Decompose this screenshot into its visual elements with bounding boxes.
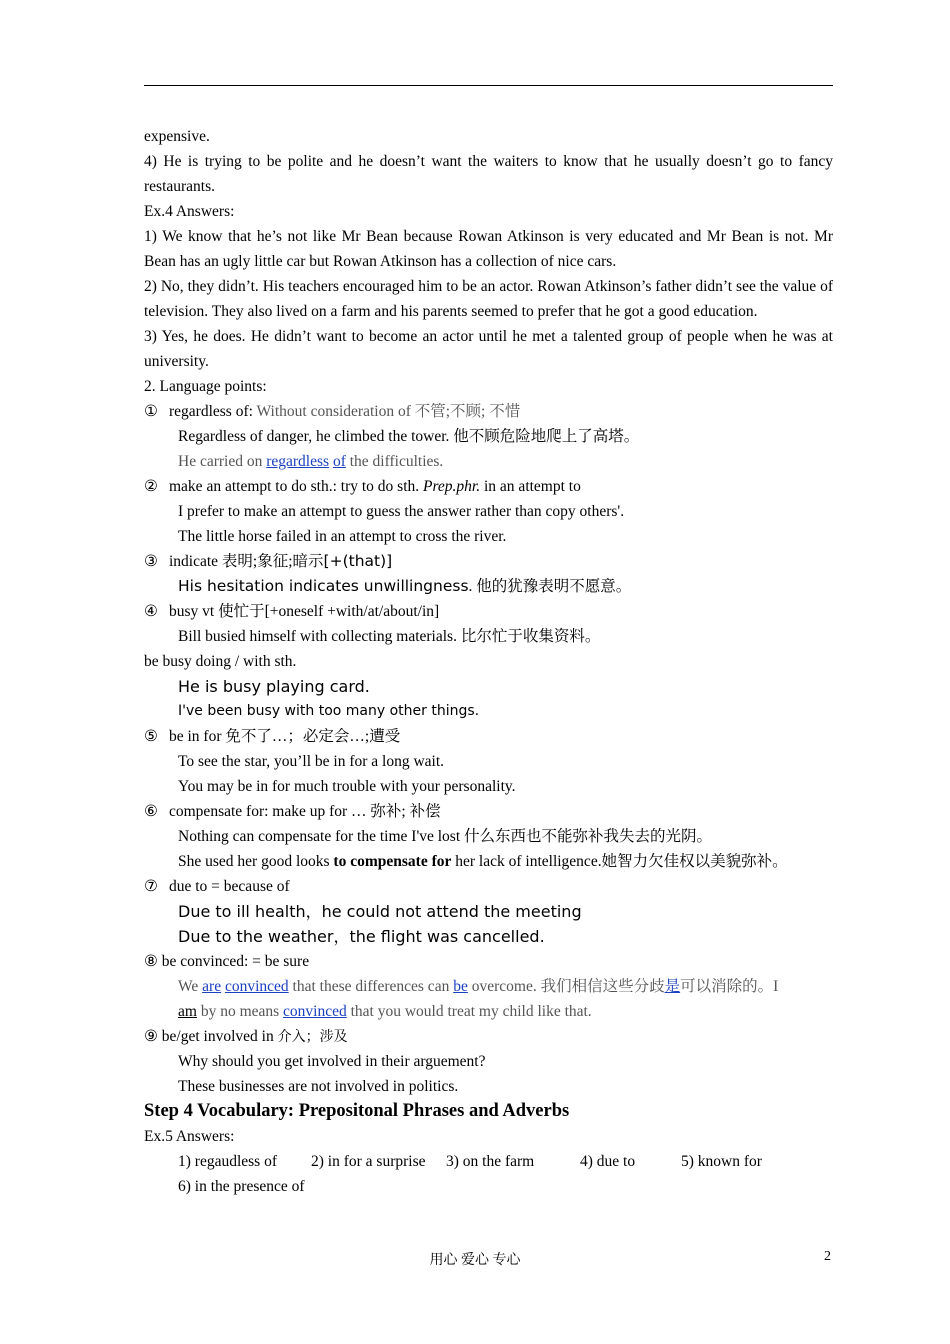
example-text: We xyxy=(178,978,203,995)
ex4-answer-2: 2) No, they didn’t. His teachers encouraged him to be an actor. Rowan Atkinson’s father didn’t see the value of television. They also lived on a farm and his parents seemed to prefer that he got a good education. xyxy=(144,278,833,320)
dictionary-link-shi[interactable]: 是 xyxy=(664,978,681,995)
point-term: be in for 免不了…；必定会…;遭受 xyxy=(169,728,401,745)
point-phrase: be busy doing / with sth. xyxy=(144,653,297,670)
point-number: ② xyxy=(144,478,158,495)
example-sentence xyxy=(144,449,833,474)
example-text: that you would treat my child like that. xyxy=(346,1003,592,1020)
step4-heading: Step 4 Vocabulary: Prepositonal Phrases and Adverbs xyxy=(144,1101,570,1121)
point-make-an-attempt xyxy=(144,474,833,499)
dictionary-link-convinced[interactable]: convinced xyxy=(224,978,289,995)
point-term: busy vt 使忙于[+oneself +with/at/about/in] xyxy=(169,603,440,620)
ex5-heading: Ex.5 Answers: xyxy=(144,1128,235,1145)
point-pattern: [+(that)] xyxy=(323,552,393,570)
dictionary-link-of[interactable]: of xyxy=(332,453,346,470)
dictionary-link-are[interactable]: are xyxy=(202,978,222,995)
point-number: ③ xyxy=(144,553,158,570)
point-term: due to = because of xyxy=(169,878,290,895)
ex5-answer: 4) due to xyxy=(580,1153,636,1170)
point-definition: 介入；涉及 xyxy=(277,1030,348,1045)
example-sentence xyxy=(144,849,833,874)
example-sentence: Due to the weather，the flight was cancelled. xyxy=(178,927,545,946)
example-sentence xyxy=(144,574,833,599)
point-compensate-for xyxy=(144,799,833,824)
example-sentence: Nothing can compensate for the time I've lost 什么东西也不能弥补我失去的光阴。 xyxy=(178,828,713,845)
example-sentence: You may be in for much trouble with your personality. xyxy=(178,778,516,795)
example-sentence: Due to ill health，he could not attend the meeting xyxy=(178,902,582,921)
dictionary-link-am[interactable]: am xyxy=(178,1003,197,1020)
point-phrase: in an attempt to xyxy=(480,478,581,495)
example-sentence: Bill busied himself with collecting materials. 比尔忙于收集资料。 xyxy=(178,628,601,645)
point-indicate xyxy=(144,549,833,574)
ex4-answer-1: 1) We know that he’s not like Mr Bean because Rowan Atkinson is very educated and Mr Bean is not. Mr Bean has an ugly little car but Rowan Atkinson has a collection of nice cars. xyxy=(144,228,833,270)
example-text: that these differences can xyxy=(288,978,454,995)
example-sentence: To see the star, you’ll be in for a long wait. xyxy=(178,753,445,770)
ex4-heading: Ex.4 Answers: xyxy=(144,203,235,220)
point-number: ⑦ xyxy=(144,878,158,895)
example-sentence xyxy=(144,974,833,999)
point-be-convinced: ⑧ be convinced: = be sure xyxy=(144,953,310,970)
example-sentence: These businesses are not involved in politics. xyxy=(178,1078,459,1095)
example-text: her lack of intelligence.她智力欠佳权以美貌弥补。 xyxy=(451,853,788,870)
example-highlight: to compensate for xyxy=(333,853,452,870)
example-sentence: I prefer to make an attempt to guess the answer rather than copy others'. xyxy=(178,503,625,520)
example-sentence: Regardless of danger, he climbed the tower. 他不顾危险地爬上了高塔。 xyxy=(178,428,640,445)
ex4-answer-3: 3) Yes, he does. He didn’t want to become an actor until he met a talented group of people when he was at university. xyxy=(144,328,833,370)
example-sentence: He is busy playing card. xyxy=(178,677,370,696)
point-number: ⑤ xyxy=(144,728,158,745)
ex5-answer: 6) in the presence of xyxy=(178,1178,305,1195)
header-rule xyxy=(144,85,833,86)
point-number: ⑥ xyxy=(144,803,158,820)
page-number: 2 xyxy=(824,1249,831,1264)
point-term: ⑨ be/get involved in xyxy=(144,1028,278,1045)
ex5-answer: 5) known for xyxy=(681,1153,762,1170)
dictionary-link-regardless[interactable]: regardless xyxy=(266,453,330,470)
ex5-answer: 3) on the farm xyxy=(446,1153,535,1170)
example-translation: . 他的犹豫表明不愿意。 xyxy=(468,578,632,595)
example-text: by no means xyxy=(196,1003,284,1020)
point-be-in-for xyxy=(144,724,833,749)
example-text: His hesitation indicates unwillingness xyxy=(178,577,469,595)
example-text: He carried on xyxy=(178,453,267,470)
point-definition: Without consideration of 不管;不顾; 不惜 xyxy=(256,403,521,420)
footer-motto: 用心 爱心 专心 xyxy=(429,1253,521,1268)
point-regardless-of xyxy=(144,399,833,424)
point-number: ④ xyxy=(144,603,158,620)
point-term: indicate 表明;象征;暗示 xyxy=(169,553,324,570)
dictionary-link-be[interactable]: be xyxy=(453,978,468,995)
example-sentence: The little horse failed in an attempt to cross the river. xyxy=(178,528,507,545)
example-text: the difficulties. xyxy=(345,453,444,470)
point-term: compensate for: make up for … 弥补; 补偿 xyxy=(169,803,441,820)
example-sentence: Why should you get involved in their arguement? xyxy=(178,1053,486,1070)
answer-4: 4) He is trying to be polite and he doesn’t want the waiters to know that he usually doesn’t go to fancy restaurants. xyxy=(144,153,833,195)
text-line: expensive. xyxy=(144,128,210,145)
example-text: overcome. 我们相信这些分歧 xyxy=(467,978,665,995)
language-points-heading: 2. Language points: xyxy=(144,378,267,395)
page-body xyxy=(144,124,833,1199)
point-pos: Prep.phr. xyxy=(423,478,481,495)
example-sentence xyxy=(144,999,833,1024)
point-involved-in xyxy=(144,1024,833,1049)
point-term: regardless of: xyxy=(169,403,257,420)
example-text: 可以消除的。I xyxy=(680,978,779,995)
ex5-answers-row xyxy=(144,1149,833,1174)
dictionary-link-convinced-2[interactable]: convinced xyxy=(283,1003,347,1020)
point-term: make an attempt to do sth.: try to do sth. xyxy=(169,478,423,495)
example-text: She used her good looks xyxy=(178,853,334,870)
example-sentence: I've been busy with too many other things. xyxy=(178,703,480,719)
ex5-answer: 1) regaudless of xyxy=(178,1153,277,1170)
point-due-to xyxy=(144,874,833,899)
point-busy xyxy=(144,599,833,624)
ex5-answer: 2) in for a surprise xyxy=(311,1153,426,1170)
point-number: ① xyxy=(144,403,158,420)
